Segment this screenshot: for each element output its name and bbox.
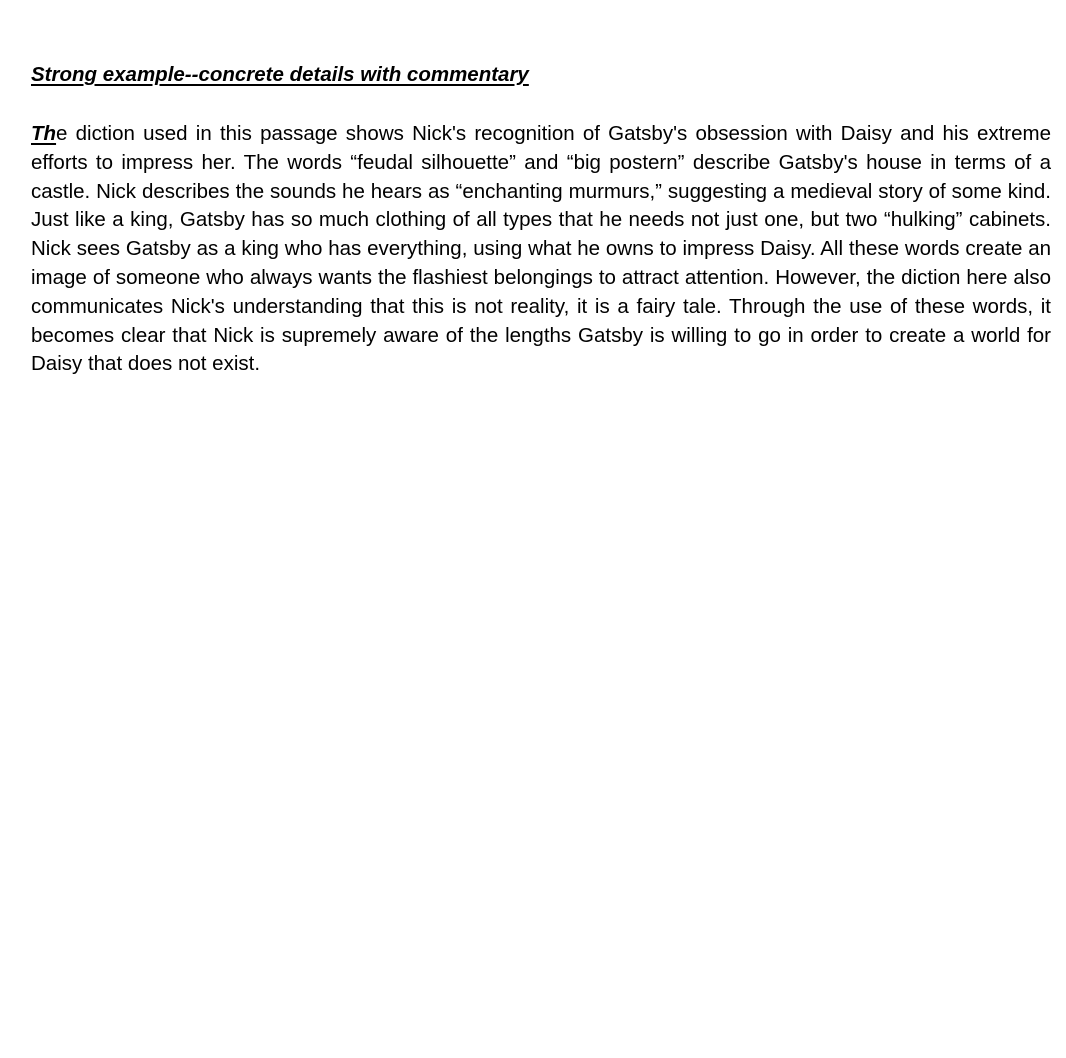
paragraph-body: e diction used in this passage shows Nick's recognition of Gatsby's obsession with Daisy and his extreme efforts to impress her. The words “feudal silhouette” and “big postern” describe Gatsby's house in terms of a castle. Nick describes the sounds he hears as “enchanting murmurs,” suggesting a medieval story of some kind. Just like a king, Gatsby has so much clothing of all types that he needs not just one, but two “hulking” cabinets. Nick sees Gatsby as a king who has everything, using what he owns to impress Daisy. All these words create an image of someone who always wants the flashiest belongings to attract attention. However, the diction here also communicates Nick's understanding that this is not reality, it is a fairy tale. Through the use of these words, it becomes clear that Nick is supremely aware of the lengths Gatsby is willing to go in order to create a world for Daisy that does not exist. <box>31 122 1051 376</box>
section-heading: Strong example--concrete details with commentary <box>31 63 529 86</box>
paragraph-lead-emphasis: Th <box>31 122 57 145</box>
commentary-paragraph <box>31 120 1051 379</box>
